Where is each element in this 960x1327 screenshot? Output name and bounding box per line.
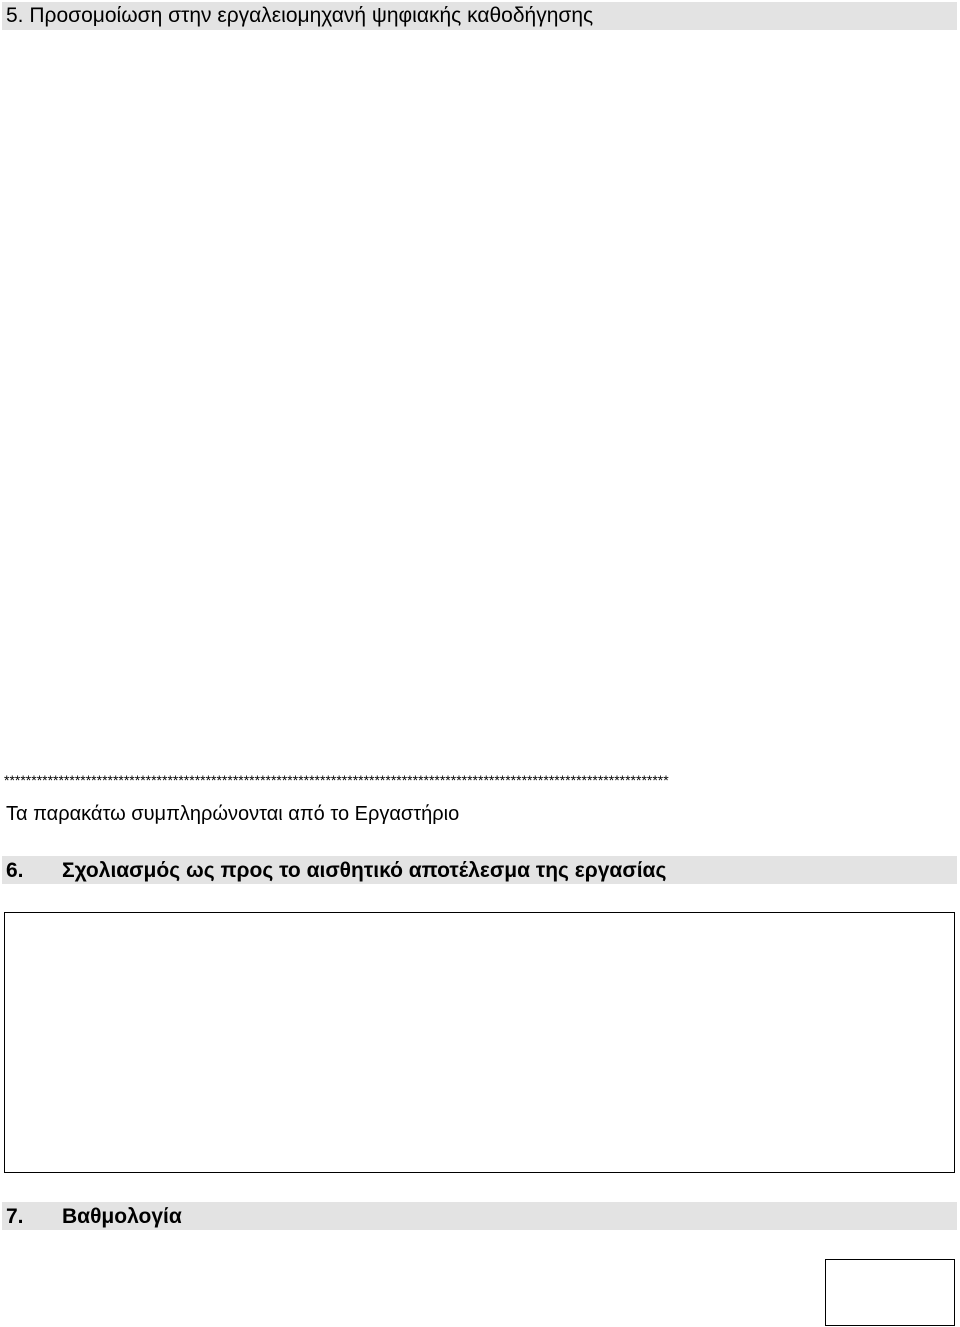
section-6-number: 6.: [6, 859, 24, 882]
grade-box[interactable]: [825, 1259, 955, 1326]
simulation-area: [2, 32, 957, 762]
section-5-title: 5. Προσομοίωση στην εργαλειομηχανή ψηφιακής καθοδήγησης: [6, 4, 594, 27]
section-6-header: [2, 856, 957, 884]
lab-note: Τα παρακάτω συμπληρώνονται από το Εργαστήριο: [6, 803, 460, 825]
section-7-header: [2, 1202, 957, 1230]
asterisk-separator: **************************************************************************************************************************: [4, 772, 669, 788]
comment-box[interactable]: [4, 912, 955, 1173]
section-5-header: [2, 2, 957, 30]
section-7-number: 7.: [6, 1205, 24, 1228]
section-7-title: Βαθμολογία: [62, 1205, 182, 1228]
section-6-title: Σχολιασμός ως προς το αισθητικό αποτέλεσμα της εργασίας: [62, 859, 667, 882]
